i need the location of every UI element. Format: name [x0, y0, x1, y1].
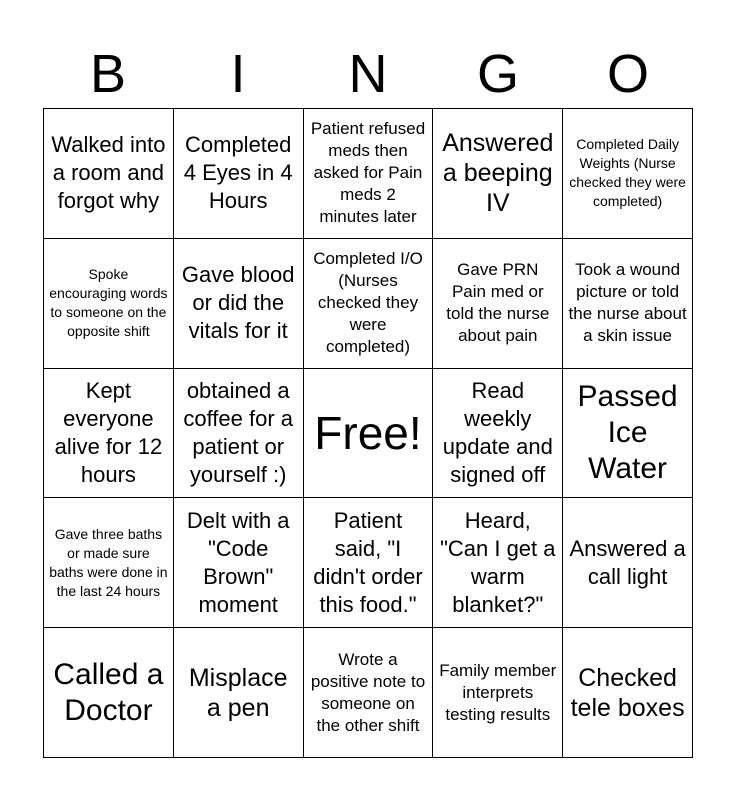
header-letter-b: B: [89, 44, 127, 104]
cell-text: Completed I/O (Nurses checked they were completed): [313, 249, 423, 357]
bingo-cell[interactable]: [563, 498, 693, 628]
bingo-cell[interactable]: [304, 498, 434, 628]
header-letter-i: I: [230, 44, 246, 104]
cell-text: Patient said, "I didn't order this food.": [313, 507, 423, 617]
cell-text: Checked tele boxes: [570, 663, 685, 722]
cell-text: Walked into a room and forgot why: [51, 132, 166, 214]
cell-text: Wrote a positive note to someone on the other shift: [310, 649, 426, 735]
cell-text: Gave three baths or made sure baths were done in the last 24 hours: [49, 525, 168, 599]
header-letter-g: G: [476, 44, 519, 104]
cell-text: Gave blood or did the vitals for it: [181, 262, 295, 344]
cell-text: Gave PRN Pain med or told the nurse about pain: [446, 260, 550, 346]
bingo-board: [43, 108, 693, 758]
bingo-cell[interactable]: [433, 498, 563, 628]
bingo-cell[interactable]: [563, 369, 693, 499]
cell-text: Read weekly update and signed off: [442, 377, 553, 487]
bingo-cell[interactable]: [563, 239, 693, 369]
bingo-cell[interactable]: [304, 628, 434, 758]
bingo-cell[interactable]: [563, 628, 693, 758]
cell-text: Passed Ice Water: [577, 379, 678, 485]
header-letter-n: N: [348, 44, 388, 104]
bingo-cell[interactable]: [174, 628, 304, 758]
cell-text: Spoke encouraging words to someone on the opposite shift: [49, 266, 168, 340]
cell-text: Answered a call light: [569, 535, 686, 589]
bingo-cell[interactable]: [174, 109, 304, 239]
bingo-cell[interactable]: [433, 109, 563, 239]
bingo-cell[interactable]: [304, 109, 434, 239]
bingo-cell[interactable]: [44, 109, 174, 239]
cell-text: Heard, "Can I get a warm blanket?": [440, 507, 556, 617]
bingo-cell[interactable]: [174, 369, 304, 499]
header-letter-o: O: [606, 44, 649, 104]
free-space-text: Free!: [314, 406, 422, 459]
cell-text: Took a wound picture or told the nurse about a skin issue: [568, 260, 687, 346]
bingo-cell[interactable]: [563, 109, 693, 239]
bingo-cell[interactable]: [174, 498, 304, 628]
cell-text: Completed Daily Weights (Nurse checked they were completed): [569, 136, 686, 210]
bingo-cell[interactable]: [304, 239, 434, 369]
bingo-cell[interactable]: [433, 628, 563, 758]
cell-text: Patient refused meds then asked for Pain meds 2 minutes later: [310, 119, 426, 227]
cell-text: Answered a beeping IV: [442, 129, 554, 218]
cell-text: Completed 4 Eyes in 4 Hours: [183, 132, 293, 214]
bingo-header: [43, 40, 693, 108]
free-space-cell[interactable]: [304, 369, 434, 499]
cell-text: Misplace a pen: [188, 663, 288, 722]
bingo-cell[interactable]: [433, 239, 563, 369]
cell-text: Delt with a "Code Brown" moment: [186, 507, 290, 617]
bingo-cell[interactable]: [44, 369, 174, 499]
cell-text: Called a Doctor: [53, 657, 164, 727]
bingo-cell[interactable]: [44, 628, 174, 758]
cell-text: obtained a coffee for a patient or yourself :): [183, 377, 294, 487]
cell-text: Kept everyone alive for 12 hours: [54, 377, 163, 487]
cell-text: Family member interprets testing results: [439, 660, 557, 724]
bingo-cell[interactable]: [44, 239, 174, 369]
bingo-cell[interactable]: [44, 498, 174, 628]
bingo-cell[interactable]: [174, 239, 304, 369]
bingo-cell[interactable]: [433, 369, 563, 499]
